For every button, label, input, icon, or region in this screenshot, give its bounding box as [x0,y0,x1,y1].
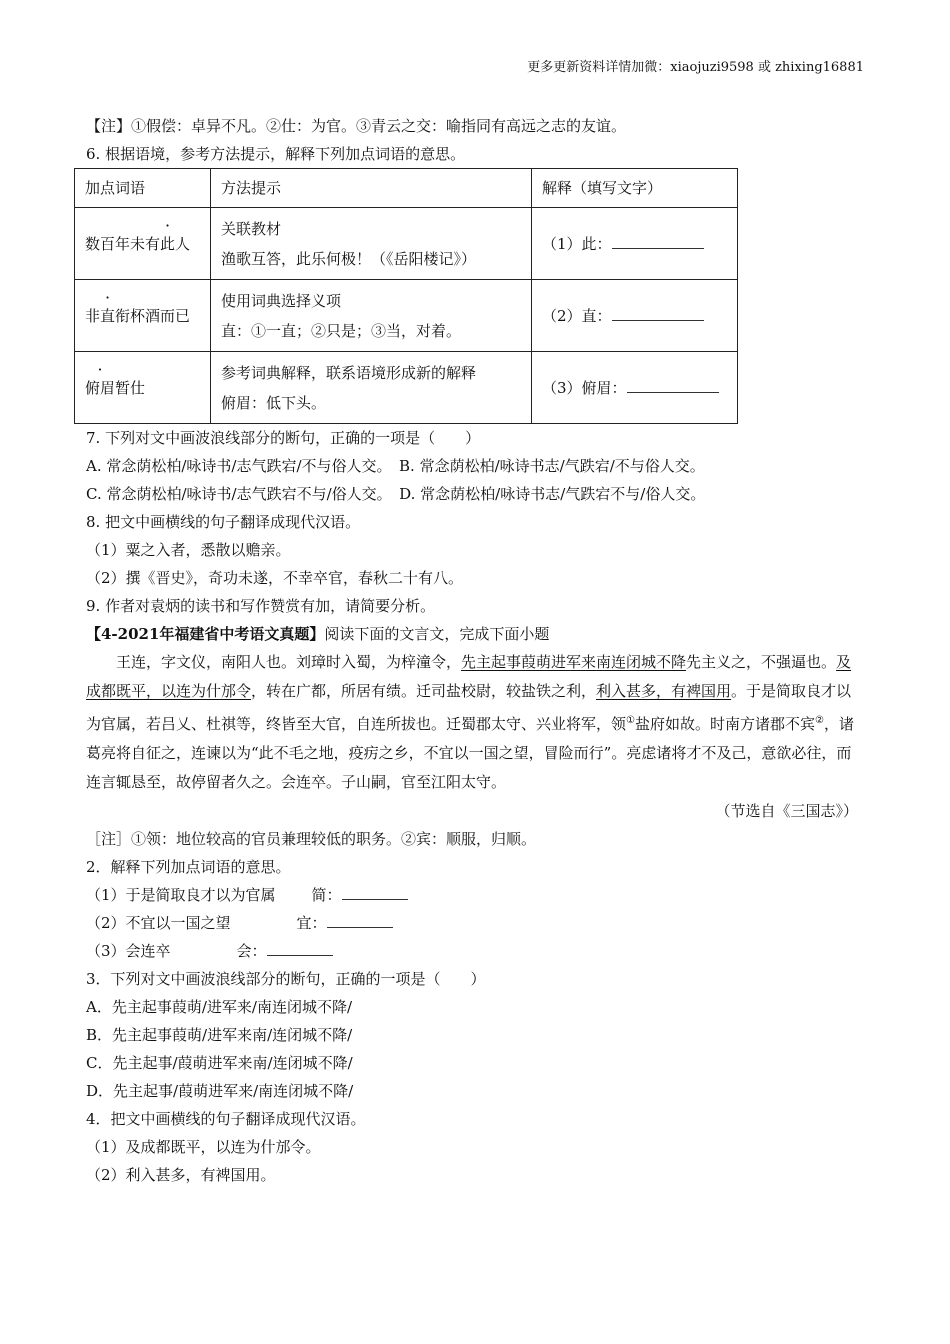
question-6-table [74,168,738,424]
dotted-word: 数百年未有此人 [75,208,211,280]
table-header: 方法提示 [211,169,532,208]
question-2-title: 2．解释下列加点词语的意思。 [86,858,291,876]
note-2: ［注］①领：地位较高的官员兼理较低的职务。②宾：顺服，归顺。 [86,830,537,848]
question-3-option-a: A．先主起事葭萌/进军来/南连闭城不降/ [86,998,352,1016]
underlined-sentence-1: 及成都既平，以连为什邡令 [86,653,852,700]
question-8-sentence-1: （1）粟之入者，悉散以赡亲。 [86,541,291,559]
table-row [75,208,738,280]
answer-cell[interactable]: （3）俯眉： [532,352,738,424]
question-4-sentence-1: （1）及成都既平，以连为什邡令。 [86,1138,321,1156]
question-2-item: （2）不宜以一国之望 宜： [86,909,858,937]
question-3-option-d: D．先主起事/葭萌进军来/南连闭城不降/ [86,1082,354,1100]
question-7-options-cd: C. 常念荫松柏/咏诗书/志气跌宕不与/俗人交。 D. 常念荫松柏/咏诗书志/气跌宕不与/俗人交。 [86,485,706,503]
question-7-title: 7. 下列对文中画波浪线部分的断句，正确的一项是（ ） [86,429,481,447]
question-7-options-ab: A. 常念荫松柏/咏诗书/志气跌宕/不与俗人交。 B. 常念荫松柏/咏诗书志/气跌宕/不与俗人交。 [86,457,705,475]
table-header: 解释（填写文字） [532,169,738,208]
question-3-option-b: B．先主起事葭萌/进军来南/连闭城不降/ [86,1026,353,1044]
question-3-title: 3．下列对文中画波浪线部分的断句，正确的一项是（ ） [86,970,486,988]
table-header: 加点词语 [75,169,211,208]
question-4-title: 4．把文中画横线的句子翻译成现代汉语。 [86,1110,366,1128]
dotted-word: 非直衔杯酒而已 [75,280,211,352]
question-8-sentence-2: （2）撰《晋史》，奇功未遂，不幸卒官，春秋二十有八。 [86,569,464,587]
underlined-sentence-2: 利入甚多，有裨国用 [596,682,732,700]
question-2-item: （1）于是简取良才以为官属 简： [86,881,858,909]
note-1: 【注】①假偿：卓异不凡。②仕：为官。③青云之交：喻指同有高远之志的友谊。 [86,117,627,135]
table-row [75,280,738,352]
table-row [75,352,738,424]
dotted-word: 俯眉暂仕 [75,352,211,424]
answer-cell[interactable]: （1）此： [532,208,738,280]
passage: 王连，字文仪，南阳人也。刘璋时入蜀，为梓潼令，先主起事葭萌进军来南连闭城不降先主义之，不强逼也。及成都既平，以连为什邡令，转在广都，所居有绩。迁司盐校尉，较盐铁之利，利入甚多，有裨国用。于是简取良才以为官属，若吕乂、杜祺等，终皆至大官，自连所拔也。迁蜀郡太守、兴业将军，领①盐府如故。时南方诸郡不宾②，诸葛亮将自征之，连谏以为“此不毛之地，疫疠之乡，不宜以一国之望，冒险而行”。亮虑诸将才不及己，意欲必往，而连言辄恳至，故停留者久之。会连卒。子山嗣，官至江阳太守。 [86,653,854,791]
page-header: 更多更新资料详情加微：xiaojuzi9598 或 zhixing16881 [527,60,864,75]
method-hint: 使用词典选择义项 直：①一直；②只是；③当，对着。 [211,280,532,352]
method-hint: 参考词典解释，联系语境形成新的解释 俯眉：低下头。 [211,352,532,424]
document-body [86,112,858,1189]
passage-source: （节选自《三国志》） [715,802,858,820]
question-2-item: （3）会连卒 会： [86,937,858,965]
question-8-title: 8. 把文中画横线的句子翻译成现代汉语。 [86,513,361,531]
method-hint: 关联教材 渔歌互答，此乐何极！（《岳阳楼记》） [211,208,532,280]
question-9: 9. 作者对袁炳的读书和写作赞赏有加，请简要分析。 [86,597,436,615]
question-3-option-c: C．先主起事/葭萌进军来南/连闭城不降/ [86,1054,353,1072]
wavy-underlined-text: 先主起事葭萌进军来南连闭城不降 [461,653,687,671]
answer-cell[interactable]: （2）直： [532,280,738,352]
question-4-sentence-2: （2）利入甚多，有裨国用。 [86,1166,276,1184]
section-heading: 【4-2021年福建省中考语文真题】阅读下面的文言文，完成下面小题 [86,625,550,643]
question-6-title: 6. 根据语境，参考方法提示，解释下列加点词语的意思。 [86,145,466,163]
